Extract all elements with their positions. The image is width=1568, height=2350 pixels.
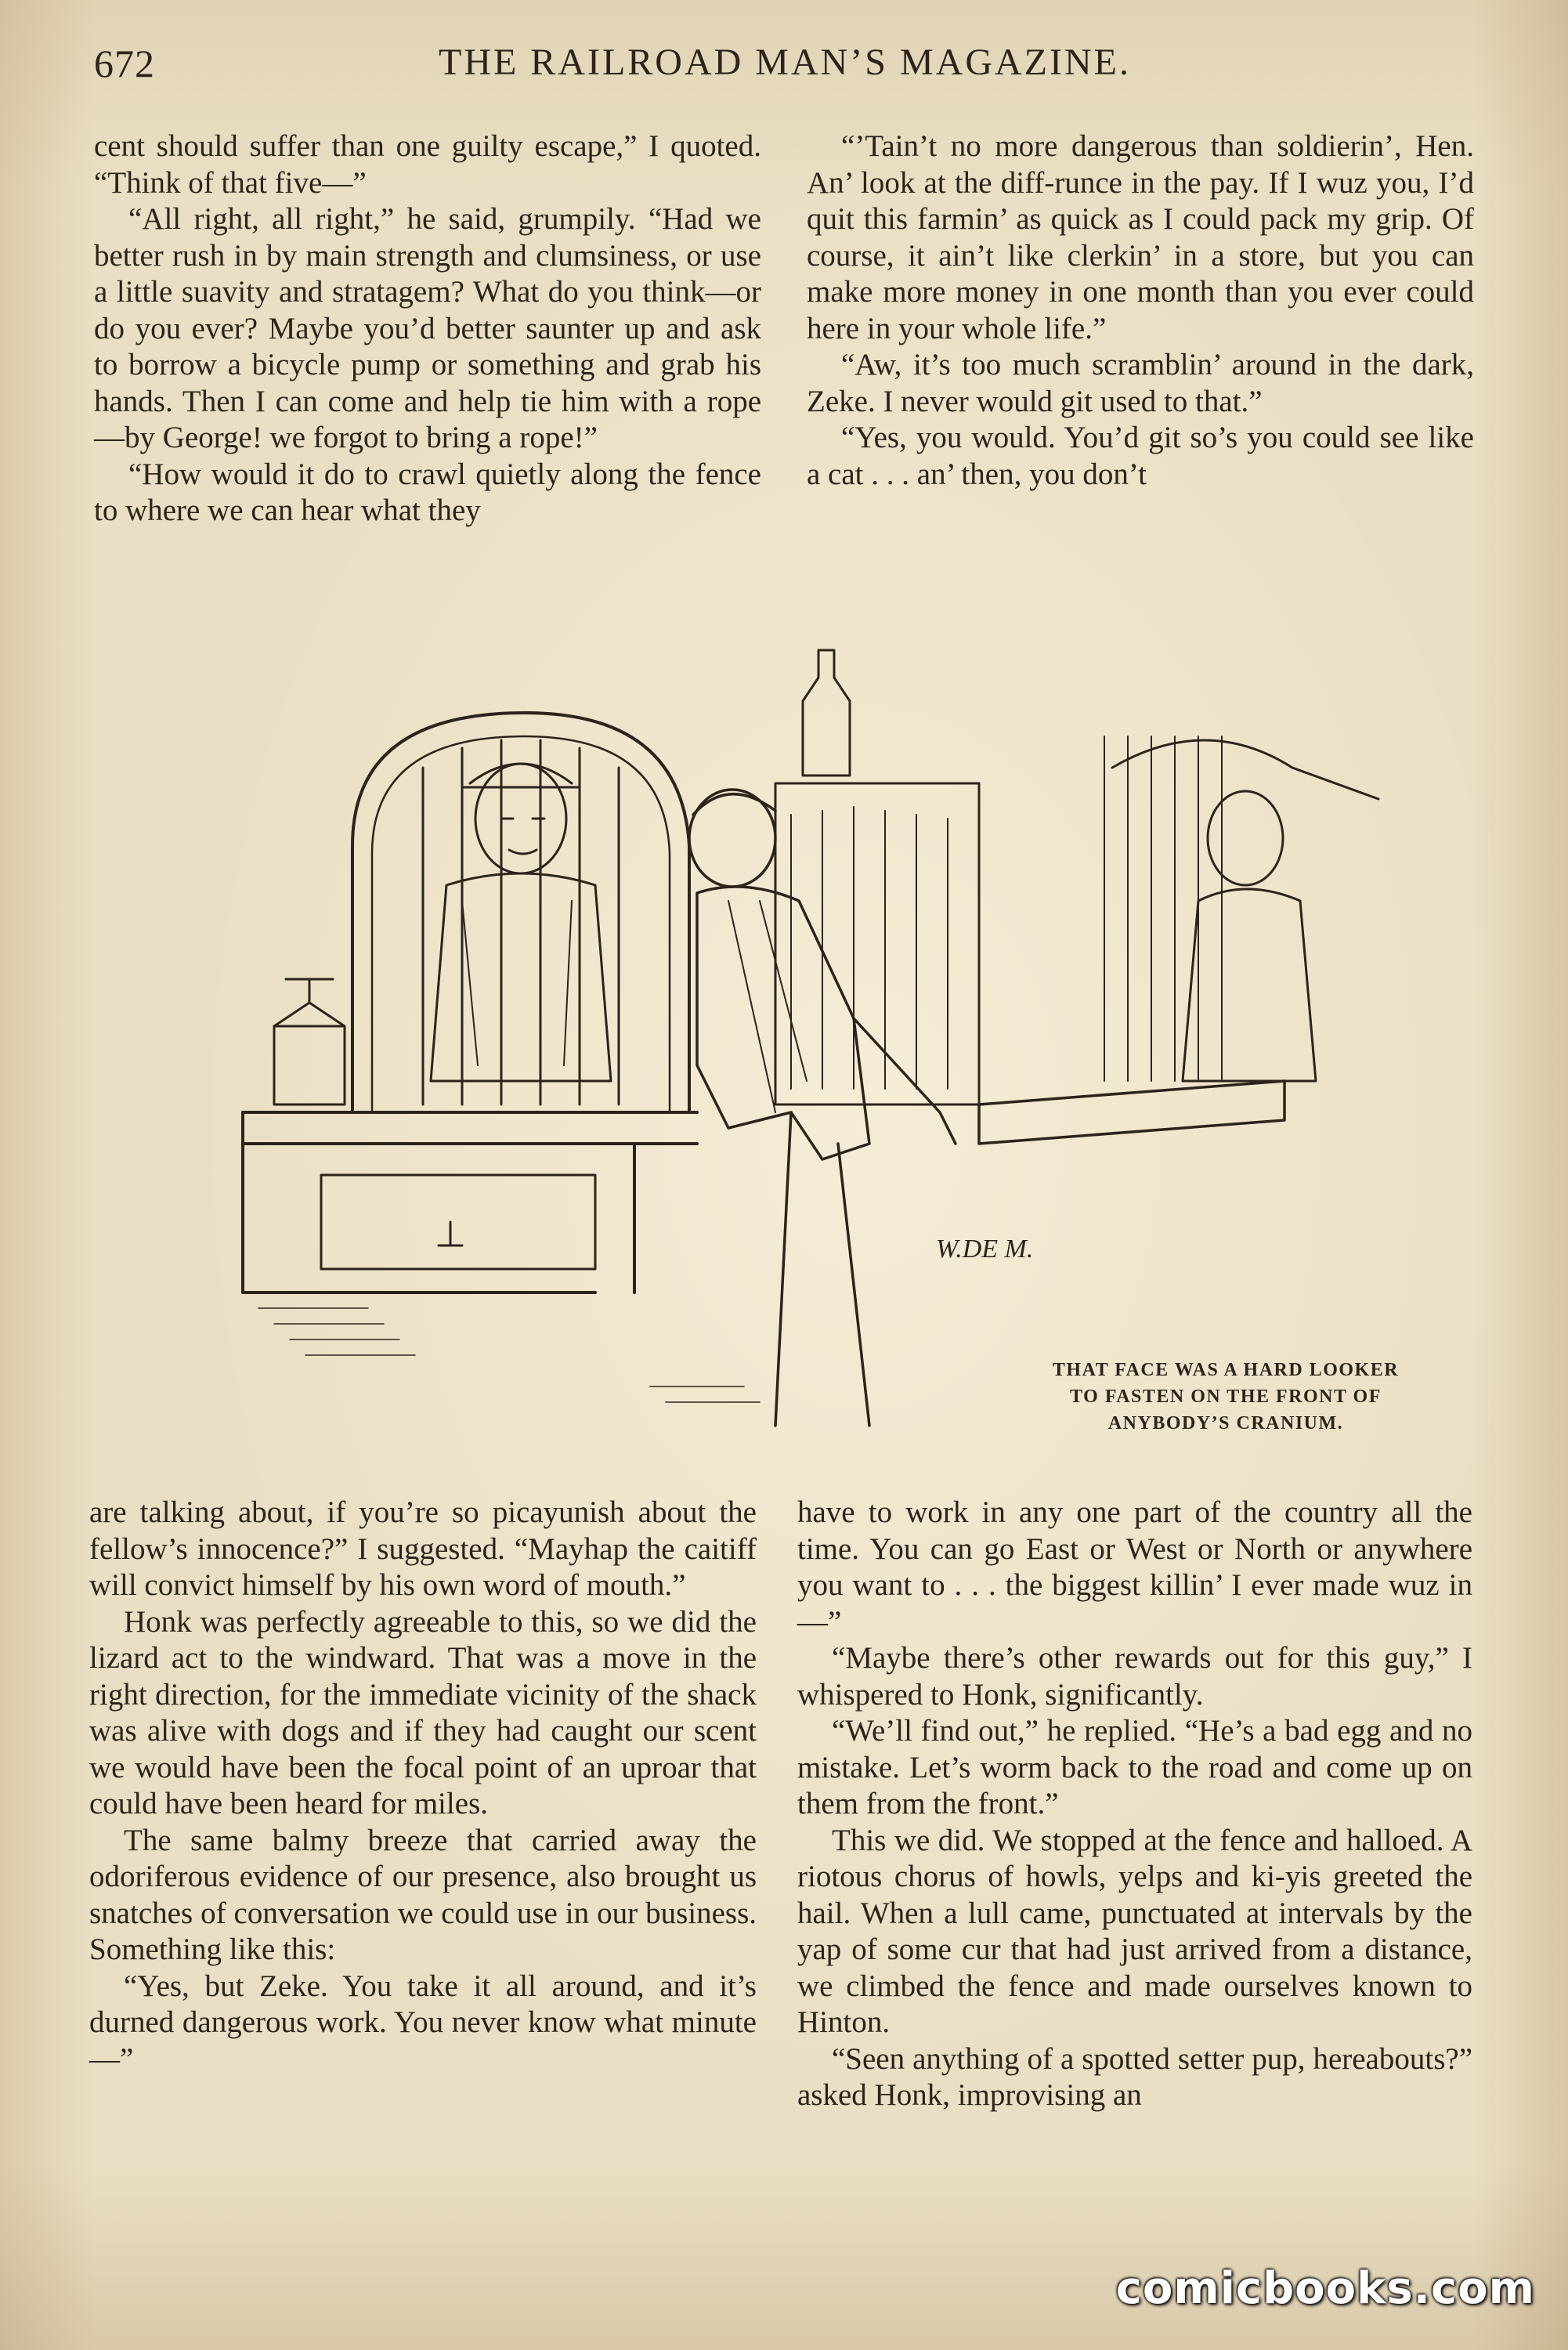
paragraph: “Yes, you would. You’d git so’s you could see like a cat . . . an’ then, you don’t	[807, 421, 1474, 491]
column-bottom-right	[797, 1495, 1472, 2114]
column-bottom-left	[89, 1495, 757, 2077]
teller-cage	[352, 713, 689, 1112]
page-number: 672	[94, 42, 155, 85]
whip-man-figure	[1104, 736, 1378, 1081]
paragraph: This we did. We stopped at the fence and halloed. A riotous chorus of howls, yelps and ki-yis greeted the hail. When a lull came, punctuated at intervals by the yap of some cur that had just arrived from a distance, we climbed the fence and made ourselves known to Hinton.	[797, 1823, 1472, 2039]
column-top-right	[807, 128, 1474, 493]
paragraph: “All right, all right,” he said, grumpily. “Had we better rush in by main strength and clumsiness, or use a little suavity and stratagem? What do you think—or do you ever? Maybe you’d better saunter up and ask to borrow a bicycle pump or something and grab his hands. Then I can come and help tie him with a rope—by George! we forgot to bring a rope!”	[94, 202, 761, 454]
counter	[243, 1112, 697, 1292]
running-title: THE RAILROAD MAN’S MAGAZINE.	[439, 42, 1131, 83]
paragraph: “’Tain’t no more dangerous than soldierin’, Hen. An’ look at the diff-runce in the pay. If I wuz you, I’d quit this farmin’ as quick as I could pack my grip. Of course, it ain’t like clerkin’ in a store, but you can make more money in one month than you ever could here in your whole life.”	[807, 129, 1474, 345]
paragraph: “Maybe there’s other rewards out for this guy,” I whispered to Honk, significantly.	[797, 1641, 1472, 1712]
illustration-caption	[995, 1357, 1457, 1437]
paragraph: have to work in any one part of the country all the time. You can go East or West or North or anywhere you want to . . . the biggest killin’ I ever made wuz in—”	[797, 1495, 1472, 1639]
paragraph: “Yes, but Zeke. You take it all around, and it’s durned dangerous work. You never know what minute—”	[89, 1969, 757, 2076]
column-top-left	[94, 128, 761, 530]
caption-line: TO FASTEN ON THE FRONT OF	[1070, 1386, 1382, 1407]
bottle	[803, 650, 850, 776]
paragraph: “Seen anything of a spotted setter pup, hereabouts?” asked Honk, improvising an	[797, 2041, 1472, 2112]
page-header	[94, 41, 1488, 103]
paragraph: Honk was perfectly agreeable to this, so we did the lizard act to the windward. That was a move in the right direction, for the immediate vicinity of the shack was alive with dogs and if they had caught our scent we would have been the focal point of an uproar that could have been heard for miles.	[89, 1604, 757, 1820]
caption-line: THAT FACE WAS A HARD LOOKER	[1052, 1360, 1400, 1380]
paragraph: “How would it do to crawl quietly along the fence to where we can hear what they	[94, 457, 761, 527]
artist-signature: W.DE M.	[936, 1235, 1034, 1264]
paragraph: “We’ll find out,” he replied. “He’s a bad egg and no mistake. Let’s worm back to the road and come up on them from the front.”	[797, 1714, 1472, 1820]
shelves	[775, 783, 979, 1104]
scale	[274, 979, 345, 1104]
watermark: comicbooks.com	[1115, 2263, 1535, 2314]
paragraph: are talking about, if you’re so picayunish about the fellow’s innocence?” I suggested. “Mayhap the caitiff will convict himself by his own word of mouth.”	[89, 1495, 757, 1602]
paragraph: The same balmy breeze that carried away the odoriferous evidence of our presence, also brought us snatches of conversation we could use in our business. Something like this:	[89, 1823, 757, 1966]
paragraph: “Aw, it’s too much scramblin’ around in the dark, Zeke. I never would git used to that.”	[807, 348, 1474, 418]
floor-hatching	[258, 1308, 760, 1402]
illustration	[227, 642, 1480, 1449]
side-counter	[979, 1081, 1284, 1144]
clerk-figure	[431, 764, 611, 1081]
caption-line: ANYBODY’S CRANIUM.	[1107, 1413, 1344, 1434]
paragraph: cent should suffer than one guilty escape,” I quoted. “Think of that five—”	[94, 129, 761, 200]
